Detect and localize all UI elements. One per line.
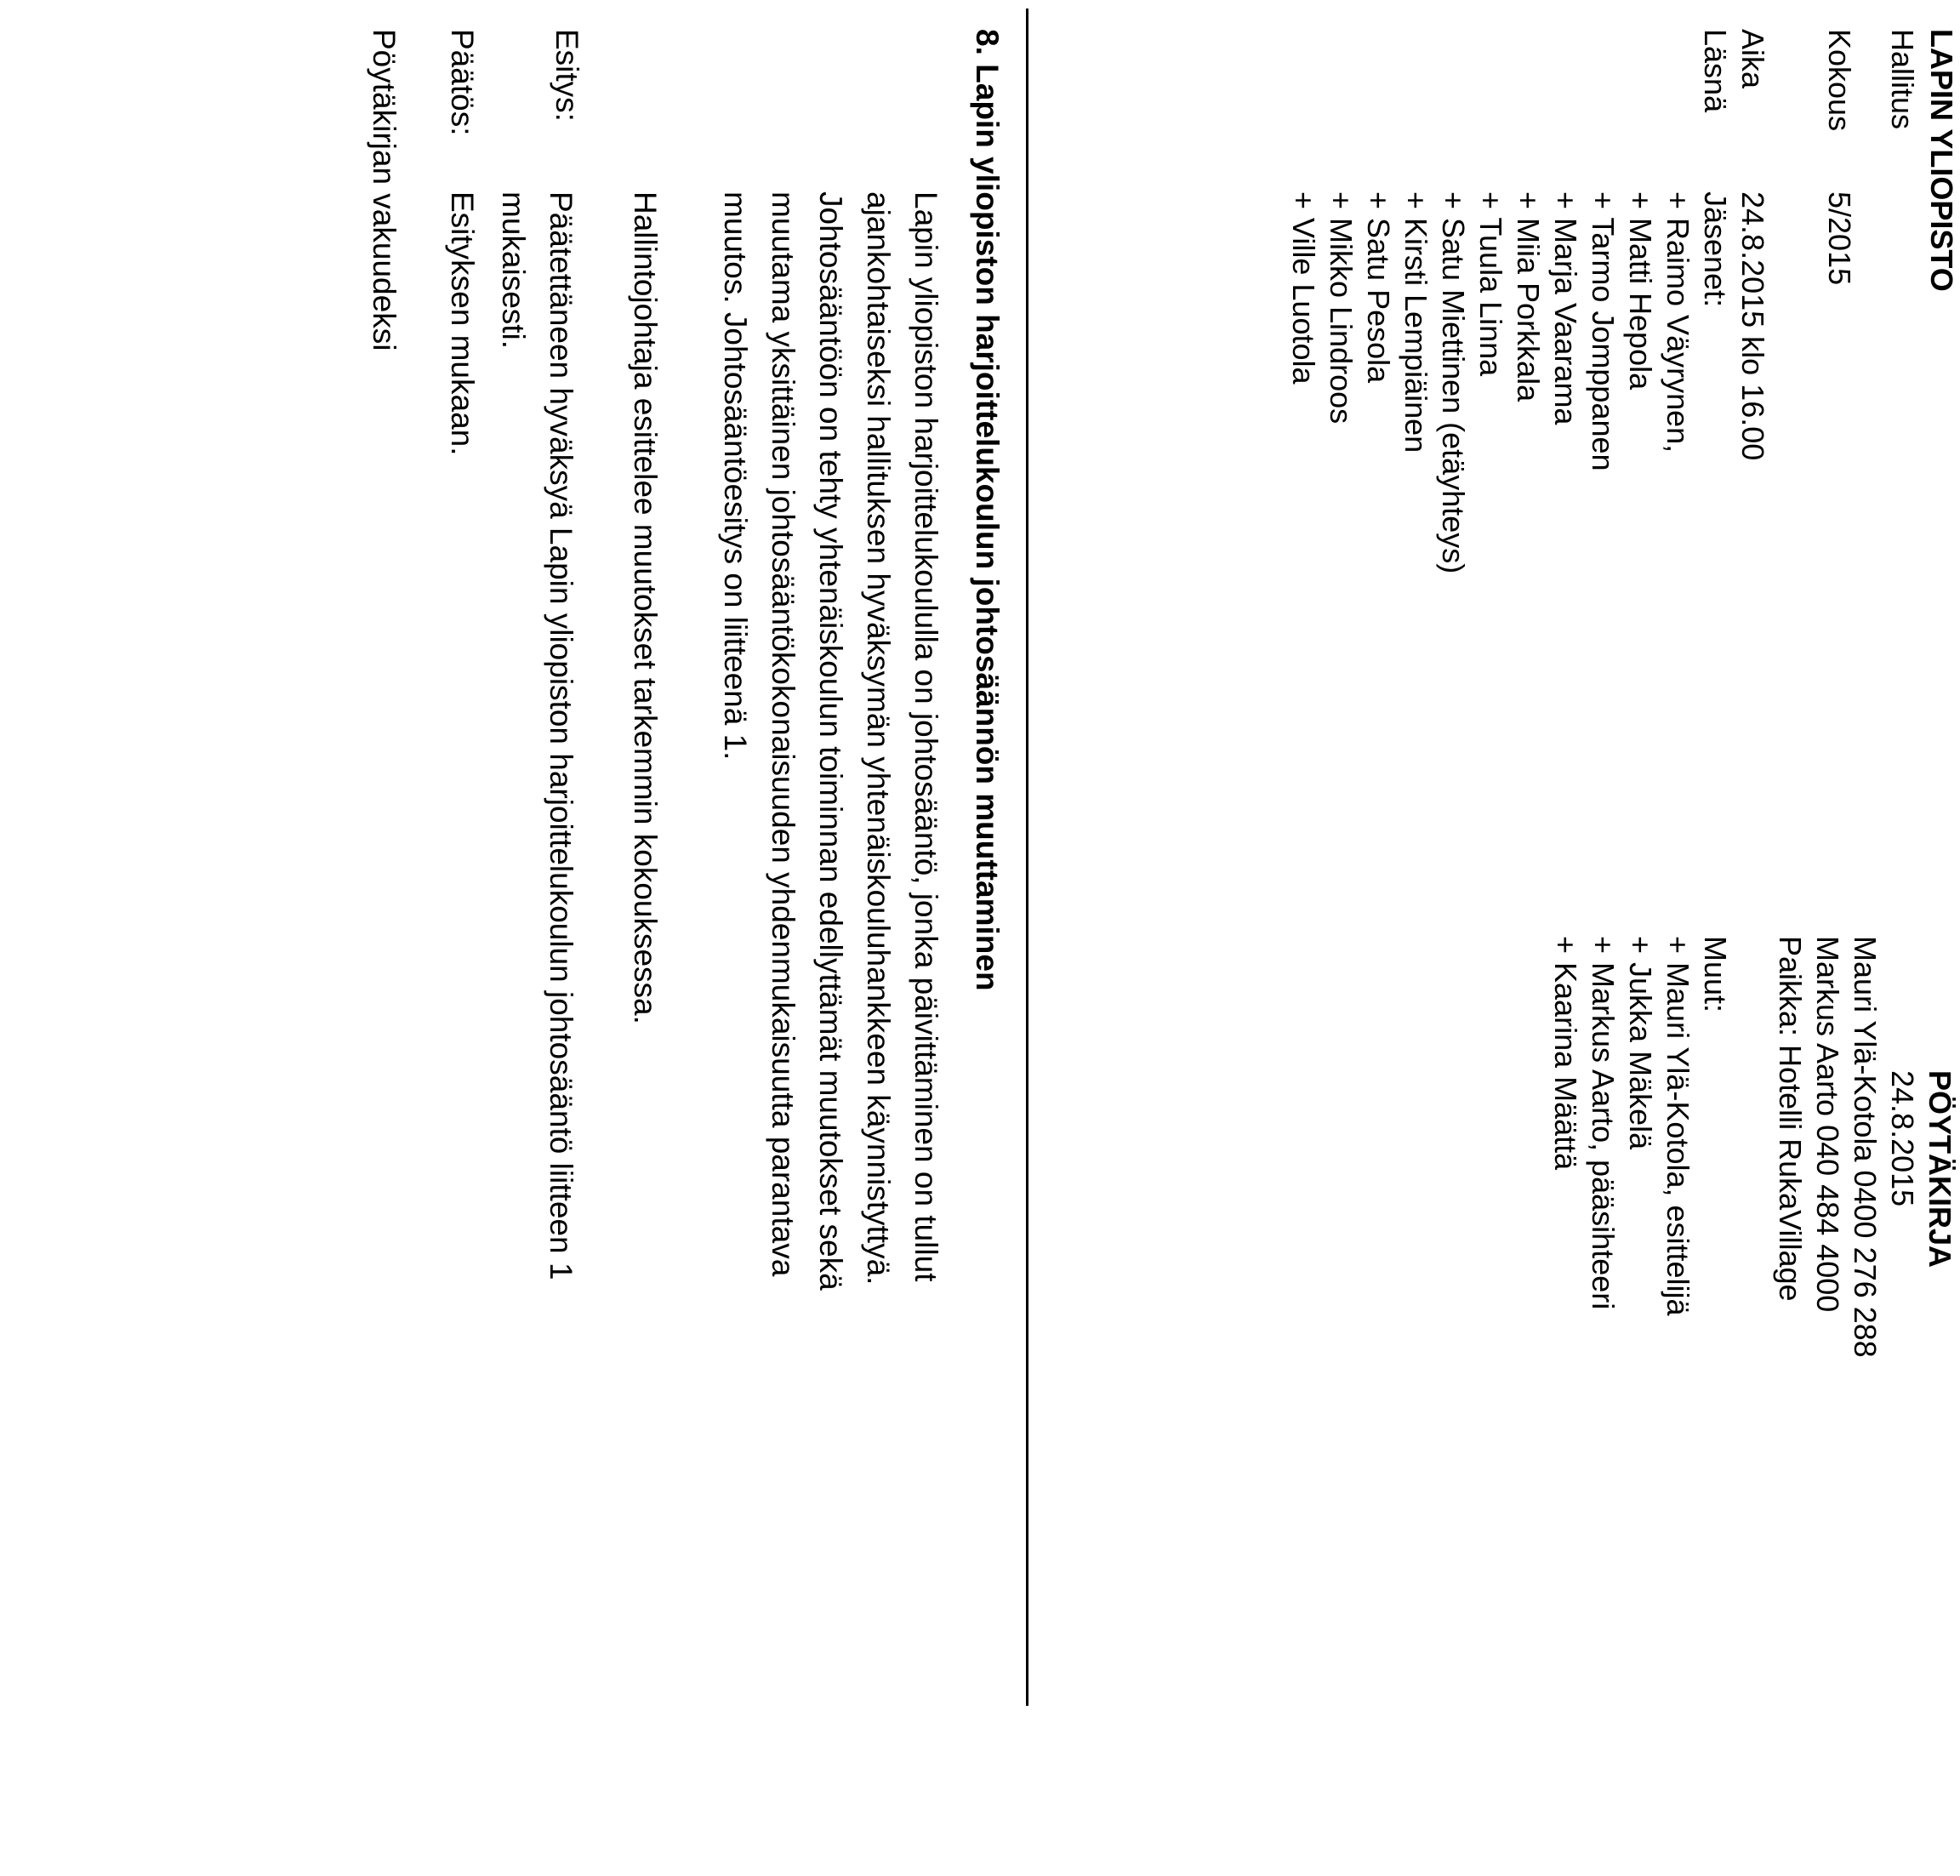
list-item: + Markus Aarto, pääsihteeri [1586,936,1621,1310]
section-title: 8. Lapin yliopiston harjoittelukoulun johtosäännön muuttaminen [970,29,1005,991]
list-item: + Satu Miettinen (etäyhteys) [1436,191,1471,574]
list-item: + Marja Vaarama [1548,191,1583,425]
kokous-value: 5/2015 [1822,191,1857,286]
aika-label: Aika [1735,29,1770,89]
others-list [1547,936,1734,1316]
list-item: + Tuula Linna [1473,191,1508,377]
list-item: + Satu Pesola [1361,191,1396,384]
list-item: + Tarmo Jomppanen [1586,191,1621,471]
presentation-note: Hallintojohtaja esittelee muutokset tarkemmin kokouksessa. [628,191,663,1024]
organization-name: LAPIN YLIOPISTO [1924,29,1959,292]
lasna-label: Läsnä [1698,29,1733,113]
section-paragraph [711,191,949,1876]
section-divider [1026,9,1028,1706]
members-heading: Jäsenet: [1698,191,1733,308]
meeting-place: Paikka: Hotelli RukaVillage [1773,936,1808,1302]
paragraph-line: Lapin yliopiston harjoittelukoululla on johtosääntö, jonka päivittäminen on tullut [909,191,943,1282]
esitys-line: mukaisesti. [496,191,531,350]
document-type: PÖYTÄKIRJA [1923,1070,1957,1269]
list-item: + Miia Porkkala [1511,191,1546,402]
unit-name: Hallitus [1885,29,1920,130]
paatos-label: Päätös: [445,29,480,136]
paragraph-line: ajankohtaiseksi hallituksen hyväksymän yhtenäiskouluhankkeen käynnistyttyä. [861,191,896,1286]
paragraph-line: muutama yksittäinen johtosääntökokonaisuuden yhdenmukaisuutta parantava [766,191,801,1277]
esitys-label: Esitys: [550,29,584,122]
members-list [1285,191,1734,573]
footer-text: Pöytäkirjan vakuudeksi [367,29,402,351]
list-item: + Kaarina Määttä [1548,936,1583,1171]
contact-line-2: Markus Aarto 040 484 4000 [1810,936,1845,1313]
kokous-label: Kokous [1822,29,1857,132]
list-item: + Mikko Lindroos [1324,191,1359,425]
aika-value: 24.8.2015 klo 16.00 [1735,191,1770,461]
list-item: + Raimo Väyrynen, [1661,191,1695,453]
list-item: + Kirsti Lempiäinen [1399,191,1433,453]
paragraph-line: muutos. Johtosääntöesitys on liitteenä 1. [718,191,753,761]
others-heading: Muut: [1698,936,1733,1013]
list-item: + Jukka Mäkelä [1623,936,1658,1150]
esitys-line: Päätettäneen hyväksyä Lapin yliopiston harjoittelukoulun johtosääntö liitteen 1 [544,191,578,1280]
contact-line-1: Mauri Ylä-Kotola 0400 276 288 [1848,936,1883,1358]
list-item: + Mauri Ylä-Kotola, esittelijä [1661,936,1695,1316]
list-item: + Ville Luotola [1286,191,1321,385]
document-date: 24.8.2015 [1885,1070,1920,1207]
esitys-text [489,191,584,1280]
list-item: + Matti Hepola [1623,191,1658,391]
paatos-text: Esityksen mukaan. [445,191,480,456]
paragraph-line: Johtosääntöön on tehty yhtenäiskoulun toiminnan edellyttämät muutokset sekä [813,191,848,1291]
